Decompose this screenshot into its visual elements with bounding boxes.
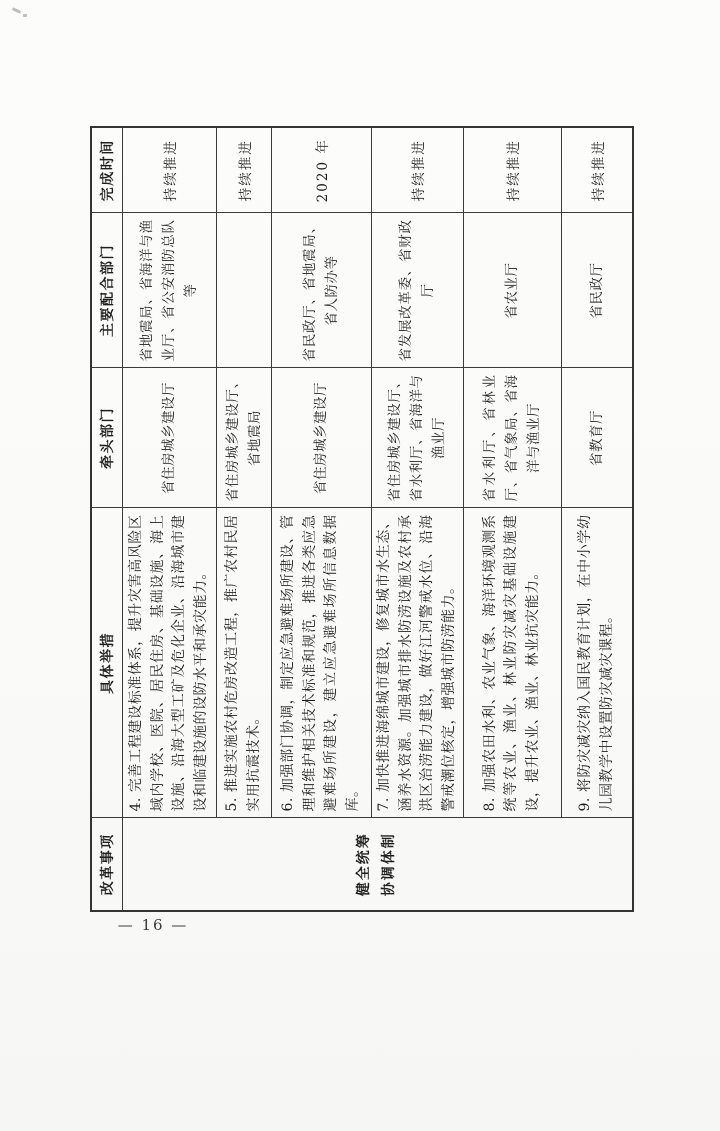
table-row (463, 127, 561, 911)
support-dept-cell: 省地震局、省海洋与渔业厅、省公安消防总队等 (122, 213, 216, 368)
lead-dept-cell: 省住房城乡建设厅、省地震局 (216, 368, 271, 508)
measure-cell: 7. 加快推进海绵城市建设，修复城市水生态、涵养水资源。加强城市排水防涝设施及农村承洪区治涝能力建设，做好江河警戒水位、沿海警戒潮位核定，增强城市防涝能力。 (371, 508, 463, 818)
deadline-cell: 持续推进 (122, 127, 216, 213)
deadline-cell: 2020 年 (271, 127, 371, 213)
page-number: — 16 — (117, 916, 189, 934)
reform-measures-table (90, 126, 634, 912)
table-row (371, 127, 463, 911)
deadline-cell: 持续推进 (561, 127, 633, 213)
deadline-cell: 持续推进 (216, 127, 271, 213)
header-supporting-departments: 主要配合部门 (91, 213, 122, 368)
deadline-cell: 持续推进 (371, 127, 463, 213)
lead-dept-cell: 省水利厅、省林业厅、省气象局、省海洋与渔业厅 (463, 368, 561, 508)
lead-dept-cell: 省教育厅 (561, 368, 633, 508)
measure-cell: 6. 加强部门协调，制定应急避难场所建设、管理和维护相关技术标准和规范，推进各类应急避难场所建设，建立应急避难场所信息数据库。 (271, 508, 371, 818)
lead-dept-cell: 省住房城乡建设厅 (271, 368, 371, 508)
support-dept-cell: 省发展改革委、省财政厅 (371, 213, 463, 368)
measure-cell: 5. 推进实施农村危房改造工程，推广农村民居实用抗震技术。 (216, 508, 271, 818)
deadline-cell: 持续推进 (463, 127, 561, 213)
support-dept-cell (216, 213, 271, 368)
scan-speck (12, 7, 21, 14)
lead-dept-cell: 省住房城乡建设厅 (122, 368, 216, 508)
header-reform-item: 改革事项 (91, 818, 122, 911)
scan-speck (23, 14, 27, 17)
measure-cell: 8. 加强农田水利、农业气象、海洋环境观测系统等农业、渔业、林业防灾减灾基础设施建设，提升农业、渔业、林业抗灾能力。 (463, 508, 561, 818)
table-header-row (91, 127, 122, 911)
measure-cell: 9. 将防灾减灾纳入国民教育计划，在中小学幼儿园教学中设置防灾减灾课程。 (561, 508, 633, 818)
reform-item-cell (122, 818, 633, 911)
header-specific-measures: 具体举措 (91, 508, 122, 818)
measure-cell: 4. 完善工程建设标准体系，提升灾害高风险区域内学校、医院、居民住房、基础设施、海上设施、沿海大型工矿及危化企业、沿海城市建设和临建设施的设防水平和承灾能力。 (122, 508, 216, 818)
header-lead-department: 牵头部门 (91, 368, 122, 508)
header-completion-time: 完成时间 (91, 127, 122, 213)
table-row (216, 127, 271, 911)
table-row (271, 127, 371, 911)
support-dept-cell: 省民政厅 (561, 213, 633, 368)
lead-dept-cell: 省住房城乡建设厅、省水利厅、省海洋与渔业厅 (371, 368, 463, 508)
support-dept-cell: 省民政厅、省地震局、省人防办等 (271, 213, 371, 368)
table-row (122, 127, 216, 911)
rotated-table-container (90, 128, 632, 912)
support-dept-cell: 省农业厅 (463, 213, 561, 368)
reform-item-line: 健全统筹 (356, 832, 373, 897)
table-row (561, 127, 633, 911)
reform-item-line: 协调体制 (381, 832, 398, 897)
